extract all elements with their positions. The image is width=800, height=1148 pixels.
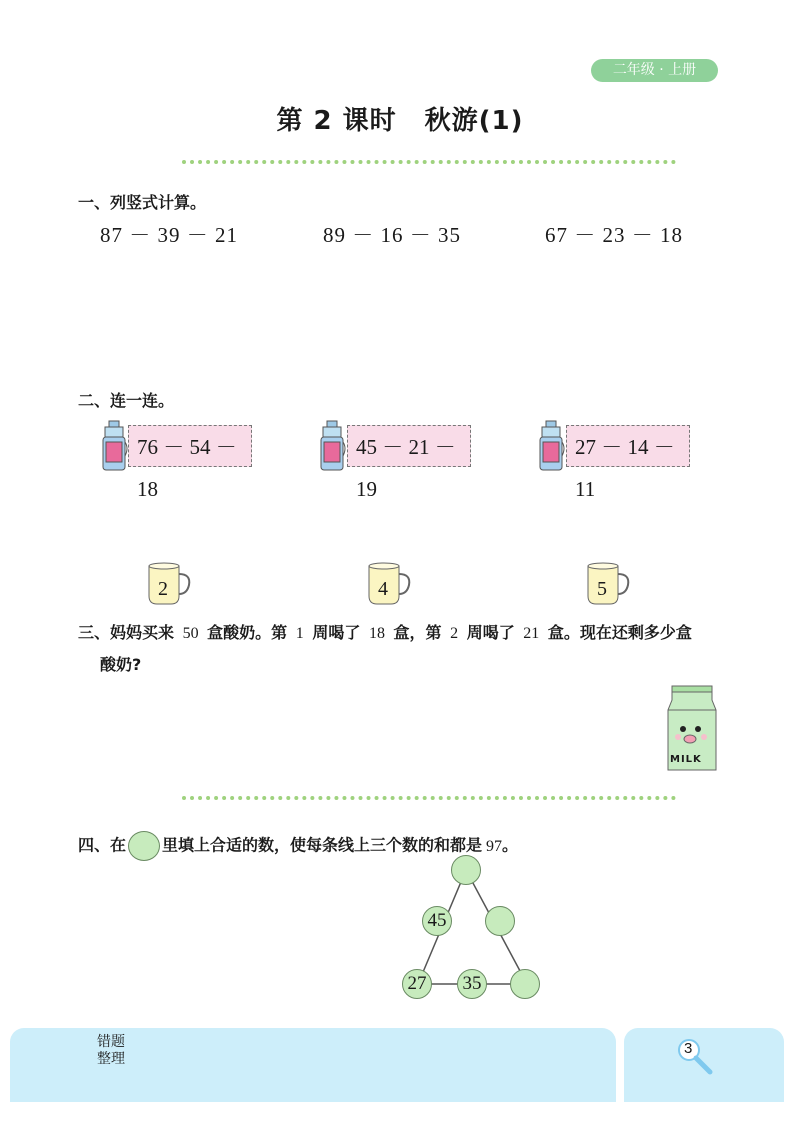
circle-symbol (128, 831, 160, 861)
thermos-icon (318, 420, 346, 472)
q1-expression-3: 67 － 23 － 18 (545, 223, 683, 247)
mug-icon (146, 562, 194, 606)
mug-icon (585, 562, 633, 606)
mug-number: 2 (158, 578, 168, 600)
section-tag-combined (76, 786, 152, 811)
question-3-text: 三、妈妈买来 50 盒酸奶。第 1 周喝了 18 盒，第 2 周喝了 21 盒。现在还剩多少盒 (78, 623, 692, 642)
mug-number: 5 (597, 578, 607, 600)
section-tag-basic (76, 150, 152, 175)
circle-right-mid[interactable] (485, 906, 515, 936)
thermos-icon (537, 420, 565, 472)
section-tag-char: 合 (95, 791, 114, 811)
triangle-puzzle (402, 852, 538, 1004)
page-number-text: 3 (684, 1040, 693, 1057)
q1-expression-1: 87 － 39 － 21 (100, 223, 238, 247)
section-tag-char: 闯 (114, 791, 133, 811)
question-4-text: 四、在 里填上合适的数，使每条线上三个数的和都是 97。 (78, 831, 518, 861)
circle-bottom-left: 27 (402, 969, 432, 999)
error-notes-label: 错题 整理 (97, 1034, 125, 1067)
lesson-topic: 秋游(1) (424, 106, 524, 136)
question-3-text-line2: 酸奶? (100, 655, 142, 674)
mug[interactable] (366, 562, 414, 606)
section-tag-char: 练 (133, 155, 152, 175)
lesson-number: 第 2 课时 (276, 106, 397, 136)
section-tag-char: 础 (95, 155, 114, 175)
magnifier-icon (677, 1038, 717, 1078)
question-2-title: 二、连一连。 (78, 391, 175, 410)
mug-number: 4 (378, 578, 388, 600)
thermos-icon (100, 420, 128, 472)
q2-expression-2[interactable]: 45 － 21 － 19 (347, 425, 471, 467)
circle-bottom-mid: 35 (457, 969, 487, 999)
milk-label: MILK (670, 754, 702, 765)
q2-expression-1[interactable]: 76 － 54 － 18 (128, 425, 252, 467)
section-tag-char: 综 (76, 791, 95, 811)
circle-top[interactable] (451, 855, 481, 885)
circle-bottom-right[interactable] (510, 969, 540, 999)
mug-icon (366, 562, 414, 606)
page-title (0, 100, 800, 137)
page-number (677, 1038, 717, 1078)
milk-carton (666, 684, 718, 772)
section-tag-char: 关 (133, 791, 152, 811)
section-divider (182, 160, 676, 164)
mug[interactable] (146, 562, 194, 606)
question-1-title: 一、列竖式计算。 (78, 193, 207, 212)
section-tag-char: 基 (76, 155, 95, 175)
q2-expression-3[interactable]: 27 － 14 － 11 (566, 425, 690, 467)
q1-expression-2: 89 － 16 － 35 (323, 223, 461, 247)
grade-badge: 二年级 · 上册 (591, 59, 718, 82)
circle-left-mid: 45 (422, 906, 452, 936)
section-divider (182, 796, 676, 800)
section-tag-char: 演 (114, 155, 133, 175)
mug[interactable] (585, 562, 633, 606)
